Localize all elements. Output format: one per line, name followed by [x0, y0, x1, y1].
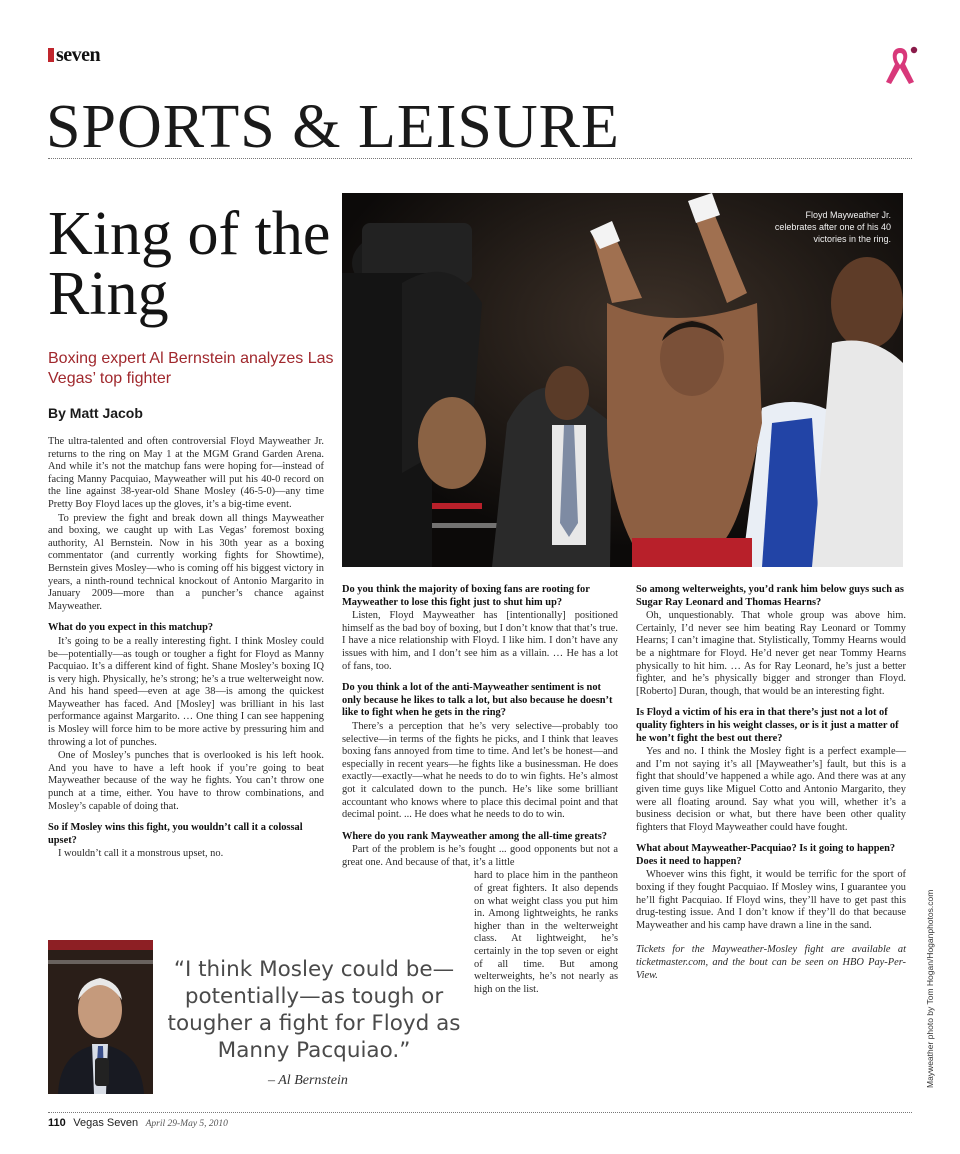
magazine-logo	[48, 44, 100, 67]
interview-question: Is Floyd a victim of his era in that there’s just not a lot of quality fighters in his weight classes, or is it just a matter of he won’t fight the best out there?	[636, 707, 899, 744]
intro-paragraph: To preview the fight and break down all things Mayweather and boxing, we caught up with Las Vegas’ foremost boxing authority, Al Bernstein. Now in his 30th year as a boxing commentator (and currently working fights for Showtime), Bernstein gives Mosley—who is coming off his biggest victory in years, a ninth-round technical knockout of Antonio Margarito in January 2009—more than a puncher’s chance against Mayweather.	[48, 512, 324, 612]
portrait-illustration	[48, 940, 153, 1094]
footer-rule	[48, 1112, 912, 1113]
section-title: SPORTS & LEISURE	[46, 93, 620, 161]
interview-question: Do you think the majority of boxing fans are rooting for Mayweather to lose this fight just to shut him up?	[342, 584, 590, 608]
logo-bar	[48, 48, 54, 62]
awareness-ribbon-icon	[880, 44, 920, 90]
intro-paragraph: The ultra-talented and often controversial Floyd Mayweather Jr. returns to the ring on May 1 at the MGM Grand Garden Arena. And while it’s not the matchup fans were hoping for—instead of facing Manny Pacquiao, Mayweather will put his 40-0 record on the line against 38-year-old Shane Mosley (46-5-0)—any time Pretty Boy Floyd laces up the gloves, it’s a big-time event.	[48, 436, 324, 510]
article-column-1	[48, 436, 324, 862]
interview-answer: One of Mosley’s punches that is overlooked is his left hook. And you have to have a left hook if you’re going to beat Mayweather because of the way he fights. You can’t throw one punch at a time, either. You have to throw combinations, and Mosley’s capable of doing that.	[48, 750, 324, 812]
headline: King of the Ring	[48, 200, 331, 329]
boxer-photo-illustration	[342, 193, 903, 567]
interview-answer-continued: hard to place him in the pantheon of great fighters. It also depends on what weight class you put him in. Among lightweights, he ranks higher than in the welterweight class. At lightweight, he’s certainly in the top seven or eight of all time. But among welterweights, he’s not nearly as high on the list.	[474, 870, 618, 995]
interview-question: So if Mosley wins this fight, you wouldn’t call it a colossal upset?	[48, 822, 303, 846]
pull-quote: “I think Mosley could be—potentially—as tough or tougher a fight for Floyd as Manny Pacquiao.”	[167, 957, 461, 1063]
interview-question: Where do you rank Mayweather among the all-time greats?	[342, 830, 607, 842]
dek: Boxing expert Al Bernstein analyzes Las Vegas’ top fighter	[48, 350, 334, 387]
page-number: 110	[48, 1117, 66, 1129]
logo-text: seven	[56, 44, 101, 66]
interview-question: What about Mayweather-Pacquiao? Is it going to happen? Does it need to happen?	[636, 843, 896, 867]
interview-answer: Yes and no. I think the Mosley fight is a perfect example—and I’m not saying it’s all [Mayweather’s] fault, but this is a fight that should’ve happened a while ago. And there was at any given time guys like Miguel Cotto and Antonio Margarito, they were all floating around. Say what you will, whether it’s a business decision or what, but there have been other quality fighters that Floyd Mayweather could have fought.	[636, 746, 906, 833]
byline: By Matt Jacob	[48, 405, 143, 421]
interview-answer: Part of the problem is he’s fought ... good opponents but not a great one. And because of that, it’s a little	[342, 844, 618, 868]
interview-question: So among welterweights, you’d rank him below guys such as Sugar Ray Leonard and Thomas Hearns?	[636, 584, 904, 608]
pull-quote-attribution: – Al Bernstein	[268, 1073, 348, 1088]
article-column-2	[342, 584, 618, 997]
hero-photo	[342, 193, 903, 567]
photo-caption: Floyd Mayweather Jr. celebrates after one of his 40 victories in the ring.	[774, 210, 891, 244]
issue-date: April 29-May 5, 2010	[145, 1119, 228, 1129]
photo-credit: Mayweather photo by Tom Hogan/Hoganphotos.com	[925, 889, 935, 1088]
interview-question: What do you expect in this matchup?	[48, 622, 214, 634]
interview-answer: Whoever wins this fight, it would be terrific for the sport of boxing if they fought Pacquiao. If Mosley wins, I guarantee you he’ll fight Pacquiao. If Floyd wins, they’ll have to get past this drug-testing issue. And I don’t know if they’ll do that because Mayweather and his camp have drawn a line in the sand.	[636, 869, 906, 931]
al-bernstein-portrait	[48, 940, 153, 1094]
interview-answer: I wouldn’t call it a monstrous upset, no.	[58, 848, 224, 860]
ticket-note: Tickets for the Mayweather-Mosley fight are available at ticketmaster.com, and the bout can be seen on HBO Pay-Per-View.	[636, 944, 906, 981]
interview-answer: It’s going to be a really interesting fight. I think Mosley could be—potentially—as tough or tougher a fight for Floyd as Manny Pacquiao. It’s a different kind of fight. Shane Mosley’s boxing IQ is very high. Physically, he’s strong; he’s a true welterweight now. And his hand speed—even at age 38—is among the quickest Mayweather has faced. And [Mosley] was brilliant in his last performance against Margarito. … One thing I can see happening is Mosley will force him to be more active by pressuring him and throwing a lot of punches.	[48, 635, 324, 748]
section-rule	[48, 158, 912, 159]
magazine-name: Vegas Seven	[73, 1117, 139, 1129]
interview-question: Do you think a lot of the anti-Mayweather sentiment is not only because he likes to talk a lot, but also because he doesn’t like to fight when he gets in the ring?	[342, 682, 613, 719]
interview-answer: There’s a perception that he’s very selective—probably too selective—in terms of the fights he picks, and I think that leaves boxing fans annoyed from time to time. And let’s be honest—and especially in recent years—he fights like a businessman. He does exactly—exactly—what he needs to do to win fights. He’s almost got it calculated down to the punch. He’s like some brilliant accountant who knows where to place this decimal point and that decimal point. ... He does what he needs to do to win.	[342, 720, 618, 821]
interview-answer: Listen, Floyd Mayweather has [intentionally] positioned himself as the bad boy of boxing, but I don’t know that that’s true. I have a nice relationship with Floyd. I like him. I don’t have any issues with him, and I don’t see him as a villain. … He has a lot of fans, too.	[342, 610, 618, 672]
interview-answer: Oh, unquestionably. That whole group was above him. Certainly, I’d never see him beating Ray Leonard or Tommy Hearns; I can’t imagine that. Stylistically, Tommy Hearns would be a nightmare for Floyd. He’d never get near Tommy Hearns physically to hit him. … As for Ray Leonard, he’s just a better fighter, and he’s physically bigger and stronger than Floyd. [Roberto] Duran, though, that would be an interesting fight.	[636, 610, 906, 697]
article-column-3	[636, 584, 906, 983]
page-footer	[48, 1117, 228, 1129]
